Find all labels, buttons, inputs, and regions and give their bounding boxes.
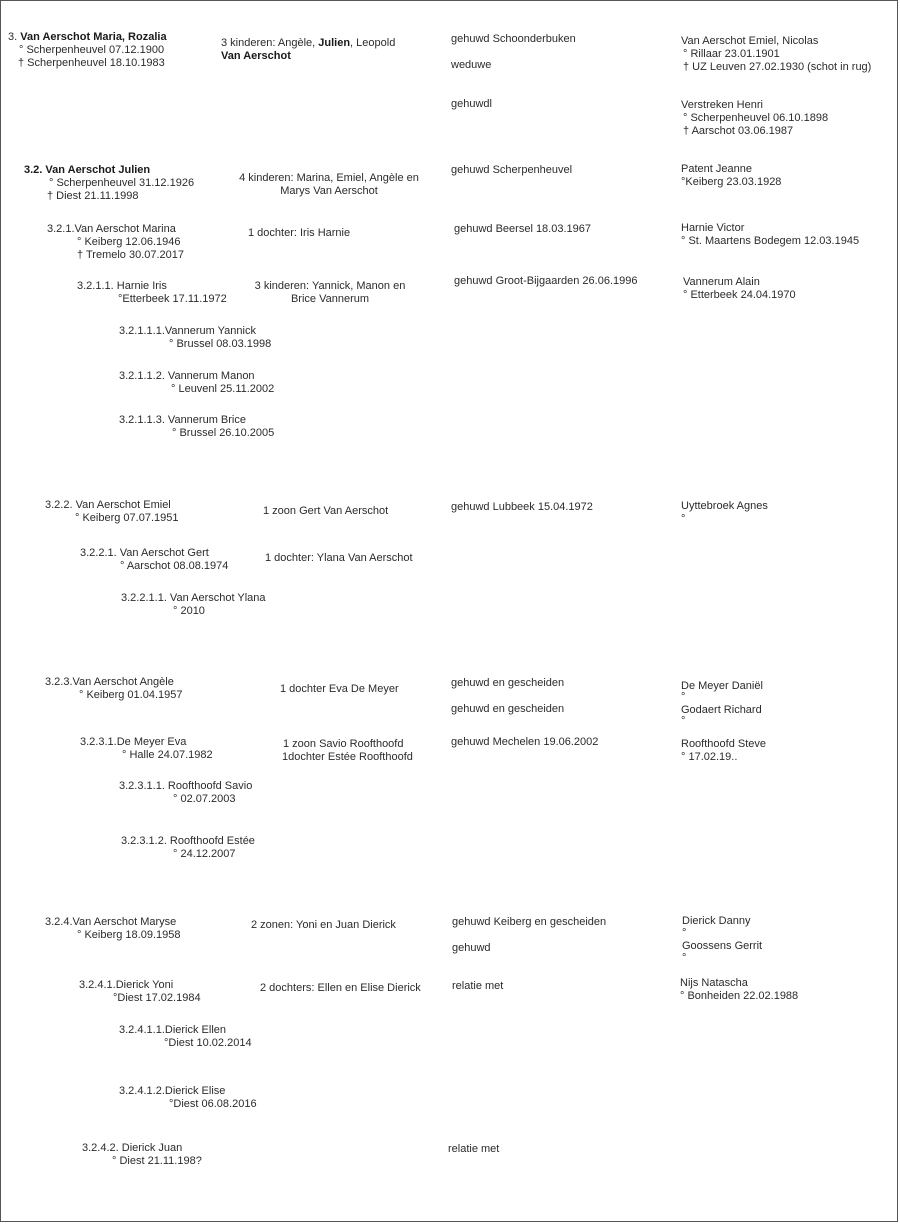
entry-person-name: 3.2.2. Van Aerschot Emiel xyxy=(45,499,171,511)
entry-spouse-name: Verstreken Henri xyxy=(681,99,763,111)
entry-birth: ° Keiberg 18.09.1958 xyxy=(77,929,181,941)
entry-children: 3 kinderen: Yannick, Manon en xyxy=(254,280,406,292)
entry-marriage-status: weduwe xyxy=(451,59,492,71)
entry-children: 1 zoon Gert Van Aerschot xyxy=(263,505,389,517)
entry-marriage: gehuwd Beersel 18.03.1967 xyxy=(454,223,591,235)
entry-children: 2 dochters: Ellen en Elise Dierick xyxy=(260,982,421,994)
entry-children: 1 dochter: Ylana Van Aerschot xyxy=(265,552,413,564)
entry-spouse-name: Godaert Richard xyxy=(681,704,762,716)
entry-person-name: 3.2.4.1.Dierick Yoni xyxy=(79,979,174,991)
entry-birth: ° Scherpenheuvel 07.12.1900 xyxy=(19,44,165,56)
entry-spouse-birth: ° xyxy=(681,513,686,525)
entry-birth: ° 24.12.2007 xyxy=(173,848,236,860)
entry-birth: °Diest 17.02.1984 xyxy=(113,992,201,1004)
entry-person-name: 3.2.3.1.De Meyer Eva xyxy=(80,736,187,748)
entry-birth: °Diest 06.08.2016 xyxy=(169,1098,257,1110)
entry-death: † Scherpenheuvel 18.10.1983 xyxy=(18,57,165,69)
entry-spouse-name: Van Aerschot Emiel, Nicolas xyxy=(681,35,819,47)
entry-person-name: 3.2.2.1.1. Van Aerschot Ylana xyxy=(121,592,266,604)
entry-spouse-name: Nijs Natascha xyxy=(680,977,748,989)
entry-spouse-name: Goossens Gerrit xyxy=(682,940,763,952)
entry-children: 1 dochter Eva De Meyer xyxy=(280,683,399,695)
entry-birth: ° 02.07.2003 xyxy=(173,793,236,805)
entry-person-name: 3.2.4.2. Dierick Juan xyxy=(82,1142,183,1154)
entry-spouse-birth: ° Scherpenheuvel 06.10.1898 xyxy=(683,112,829,124)
entry-marriage: gehuwd Keiberg en gescheiden xyxy=(452,916,607,928)
entry-marriage: gehuwd Schoonderbuken xyxy=(451,33,576,45)
entry-death: † Tremelo 30.07.2017 xyxy=(77,249,185,261)
entry-marriage: gehuwd Groot-Bijgaarden 26.06.1996 xyxy=(454,275,638,287)
entry-birth: ° 2010 xyxy=(173,605,205,617)
entry-children: 3 kinderen: Angèle, Julien, Leopold xyxy=(221,37,396,49)
entry-spouse-birth: ° xyxy=(682,927,687,939)
entry-spouse-birth: ° Bonheiden 22.02.1988 xyxy=(680,990,799,1002)
entry-person-name: 3.2.1.Van Aerschot Marina xyxy=(47,223,176,235)
entry-marriage: gehuwd en gescheiden xyxy=(451,703,565,715)
entry-children: 4 kinderen: Marina, Emiel, Angèle en xyxy=(239,172,419,184)
entry-person-name: 3.2.3.1.2. Roofthoofd Estée xyxy=(121,835,255,847)
entry-spouse-name: Patent Jeanne xyxy=(681,163,752,175)
entry-birth: ° Diest 21.11.198? xyxy=(112,1155,202,1167)
entry-person-name: Van Aerschot Maria, Rozalia xyxy=(20,31,167,43)
entry-spouse-birth: ° Rillaar 23.01.1901 xyxy=(683,48,780,60)
entry-person-name: 3.2.4.1.2.Dierick Elise xyxy=(119,1085,226,1097)
entry-birth: ° Brussel 08.03.1998 xyxy=(169,338,272,350)
entry-spouse-name: Roofthoofd Steve xyxy=(681,738,767,750)
entry-marriage: relatie met xyxy=(448,1143,500,1155)
entry-children: 2 zonen: Yoni en Juan Dierick xyxy=(251,919,396,931)
entry-person-name: 3.2.1.1.3. Vannerum Brice xyxy=(119,414,246,426)
entry-person-number: 3. Van Aerschot Maria, Rozalia xyxy=(8,31,167,43)
entry-marriage: gehuwd Mechelen 19.06.2002 xyxy=(451,736,599,748)
entry-marriage: gehuwd Scherpenheuvel xyxy=(451,164,573,176)
entry-spouse-birth: ° 17.02.19.. xyxy=(681,751,738,763)
entry-marriage: gehuwd en gescheiden xyxy=(451,677,565,689)
entry-spouse-death: † Aarschot 03.06.1987 xyxy=(683,125,794,137)
entry-children: 1 zoon Savio Roofthoofd xyxy=(283,738,404,750)
entry-person-name: 3.2.1.1.2. Vannerum Manon xyxy=(119,370,255,382)
entry-birth: ° Aarschot 08.08.1974 xyxy=(120,560,229,572)
entry-birth: ° Brussel 26.10.2005 xyxy=(172,427,275,439)
entry-children: 1 dochter: Iris Harnie xyxy=(248,227,351,239)
entry-birth: ° Halle 24.07.1982 xyxy=(122,749,213,761)
entry-spouse-birth: °Keiberg 23.03.1928 xyxy=(681,176,782,188)
entry-spouse-birth: ° Etterbeek 24.04.1970 xyxy=(683,289,796,301)
entry-birth: °Diest 10.02.2014 xyxy=(164,1037,252,1049)
entry-person-name: 3.2.1.1.1.Vannerum Yannick xyxy=(119,325,256,337)
entry-marriage: gehuwd Lubbeek 15.04.1972 xyxy=(451,501,593,513)
entry-birth: ° Keiberg 07.07.1951 xyxy=(75,512,179,524)
entry-marriage: gehuwdl xyxy=(451,98,492,110)
entry-spouse-name: Dierick Danny xyxy=(682,915,751,927)
entry-birth: ° Scherpenheuvel 31.12.1926 xyxy=(49,177,195,189)
entry-person-name: 3.2.2.1. Van Aerschot Gert xyxy=(80,547,209,559)
entry-spouse-birth: ° St. Maartens Bodegem 12.03.1945 xyxy=(681,235,860,247)
entry-children: 1dochter Estée Roofthoofd xyxy=(282,751,413,763)
entry-spouse-name: Harnie Victor xyxy=(681,222,745,234)
entry-birth: ° Keiberg 12.06.1946 xyxy=(77,236,181,248)
entry-person-name: 3.2.1.1. Harnie Iris xyxy=(77,280,167,292)
entry-birth: ° Leuvenl 25.11.2002 xyxy=(171,383,275,395)
entry-person-name: 3.2.3.Van Aerschot Angèle xyxy=(45,676,174,688)
entry-death: † Diest 21.11.1998 xyxy=(47,190,139,202)
entry-person-name: 3.2.4.1.1.Dierick Ellen xyxy=(119,1024,226,1036)
entry-marriage: relatie met xyxy=(452,980,504,992)
entry-marriage: gehuwd xyxy=(452,942,491,954)
entry-spouse-birth: ° xyxy=(681,715,686,727)
entry-spouse-name: De Meyer Daniël xyxy=(681,680,763,692)
entry-birth: ° Keiberg 01.04.1957 xyxy=(79,689,183,701)
entry-children-surname: Van Aerschot xyxy=(221,50,291,62)
entry-spouse-death: † UZ Leuven 27.02.1930 (schot in rug) xyxy=(683,61,872,73)
entry-spouse-name: Vannerum Alain xyxy=(683,276,760,288)
entry-spouse-birth: ° xyxy=(682,952,687,964)
entry-spouse-name: Uyttebroek Agnes xyxy=(681,500,768,512)
entry-birth: °Etterbeek 17.11.1972 xyxy=(118,293,227,305)
entry-children: Marys Van Aerschot xyxy=(280,185,378,197)
entry-person-name: 3.2. Van Aerschot Julien xyxy=(24,164,151,176)
entry-person-name: 3.2.3.1.1. Roofthoofd Savio xyxy=(119,780,253,792)
entry-person-name: 3.2.4.Van Aerschot Maryse xyxy=(45,916,177,928)
entry-children: Brice Vannerum xyxy=(290,293,370,305)
entry-spouse-birth: ° xyxy=(681,691,686,703)
